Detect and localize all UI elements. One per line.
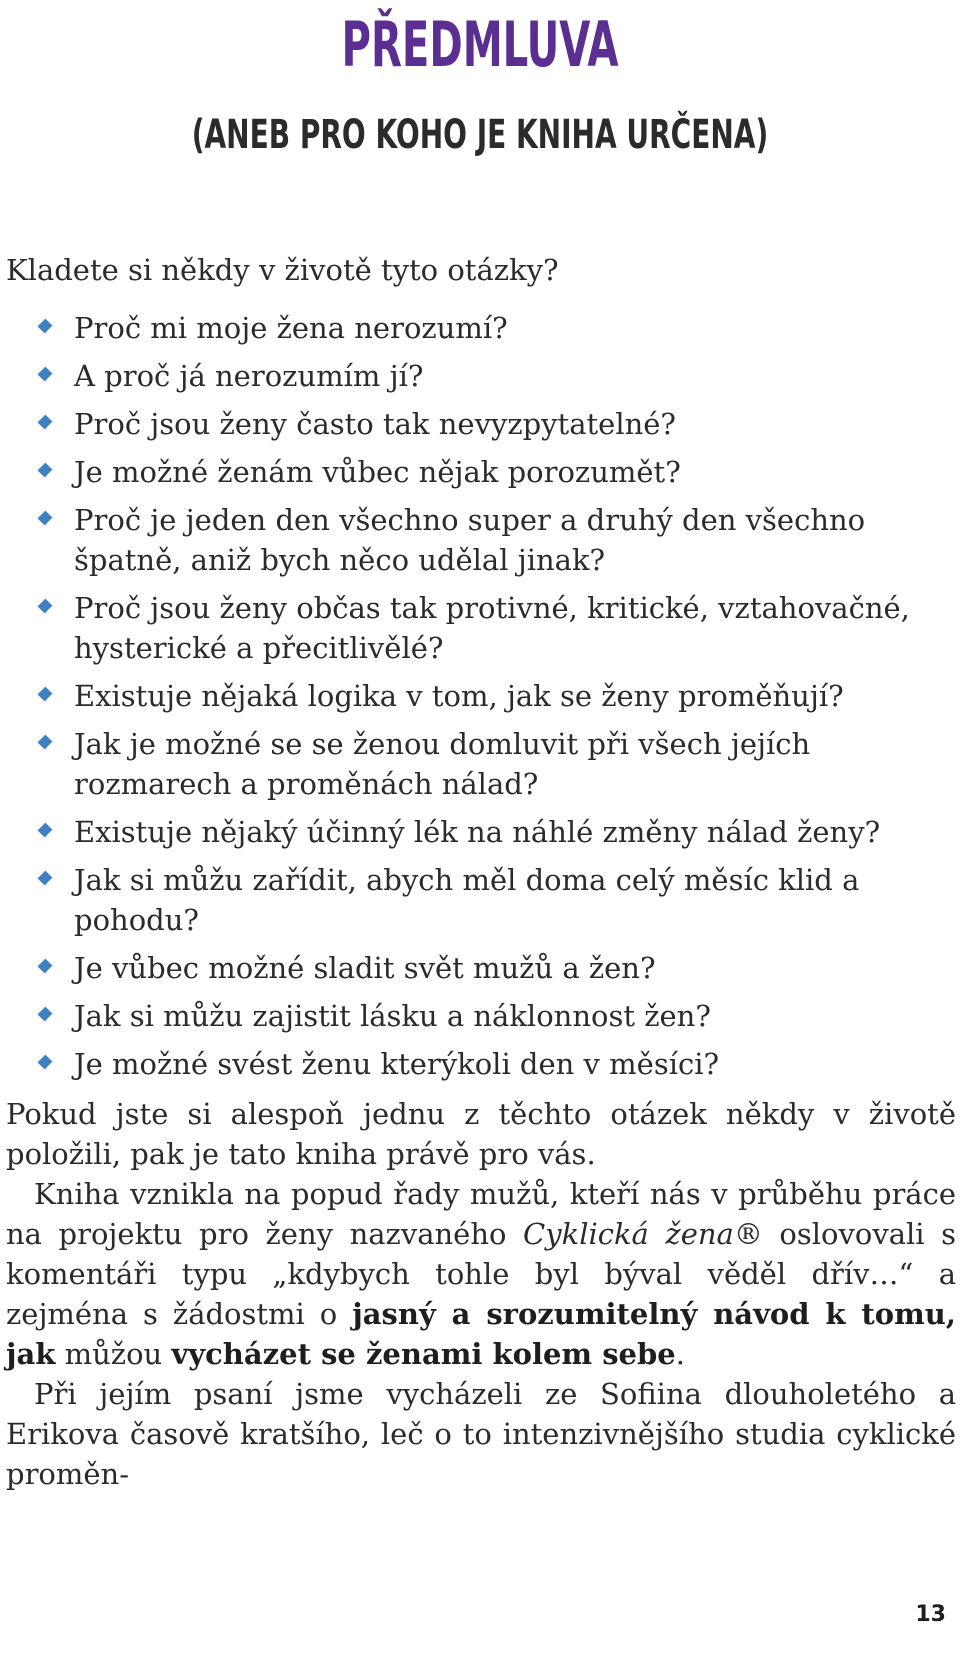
emphasis: vycházet se ženami kolem sebe <box>171 1337 676 1371</box>
list-item: Existuje nějaká logika v tom, jak se ženy proměňují? <box>0 676 960 716</box>
diamond-bullet-icon <box>38 367 53 382</box>
diamond-bullet-icon <box>38 687 53 702</box>
list-item: A proč já nerozumím jí? <box>0 356 960 396</box>
diamond-bullet-icon <box>38 319 53 334</box>
diamond-bullet-icon <box>38 1007 53 1022</box>
diamond-bullet-icon <box>38 415 53 430</box>
list-item: Proč jsou ženy občas tak protivné, kritické, vztahovačné, hysterické a přecitlivělé? <box>0 588 960 668</box>
list-item: Proč mi moje žena nerozumí? <box>0 308 960 348</box>
list-item: Jak je možné se se ženou domluvit při všech jejích rozmarech a proměnách nálad? <box>0 724 960 804</box>
diamond-bullet-icon <box>38 959 53 974</box>
paragraph: Kniha vznikla na popud řady mužů, kteří nás v průběhu práce na projektu pro ženy nazvaného Cyklická žena® oslovovali s komentáři typu „kdybych tohle byl býval věděl dřív…“ a zejména s žádostmi o jasný a srozumitelný návod k tomu, jak můžou vycházet se ženami kolem sebe. <box>6 1177 956 1371</box>
list-item: Proč je jeden den všechno super a druhý den všechno špatně, aniž bych něco udělal jinak? <box>0 500 960 580</box>
paragraph: Při jejím psaní jsme vycházeli ze Sofiina dlouholetého a Erikova časově kratšího, leč o to intenzivnějšího studia cyklické proměn- <box>6 1377 956 1491</box>
list-item: Existuje nějaký účinný lék na náhlé změny nálad ženy? <box>0 812 960 852</box>
list-item: Proč jsou ženy často tak nevyzpytatelné? <box>0 404 960 444</box>
diamond-bullet-icon <box>38 871 53 886</box>
list-item: Je vůbec možné sladit svět mužů a žen? <box>0 948 960 988</box>
page-number: 13 <box>915 1602 946 1627</box>
list-item: Je možné svést ženu kterýkoli den v měsíci? <box>0 1044 960 1084</box>
project-name: Cyklická žena® <box>523 1217 763 1251</box>
diamond-bullet-icon <box>38 599 53 614</box>
list-item: Je možné ženám vůbec nějak porozumět? <box>0 452 960 492</box>
body-text <box>6 1094 956 1494</box>
diamond-bullet-icon <box>38 1055 53 1070</box>
diamond-bullet-icon <box>38 823 53 838</box>
page-title: PŘEDMLUVA <box>341 8 619 81</box>
list-item: Jak si můžu zajistit lásku a náklonnost žen? <box>0 996 960 1036</box>
list-item: Jak si můžu zařídit, abych měl doma celý měsíc klid a pohodu? <box>0 860 960 940</box>
diamond-bullet-icon <box>38 735 53 750</box>
page-subtitle: (ANEB PRO KOHO JE KNIHA URČENA) <box>191 112 769 158</box>
paragraph: Pokud jste si alespoň jednu z těchto otázek někdy v životě položili, pak je tato kniha právě pro vás. <box>6 1097 956 1171</box>
diamond-bullet-icon <box>38 463 53 478</box>
question-list <box>0 308 960 1092</box>
emphasis: jasný a srozumitelný návod k tomu, jak <box>6 1297 956 1371</box>
diamond-bullet-icon <box>38 511 53 526</box>
intro-text: Kladete si někdy v životě tyto otázky? <box>6 253 559 287</box>
